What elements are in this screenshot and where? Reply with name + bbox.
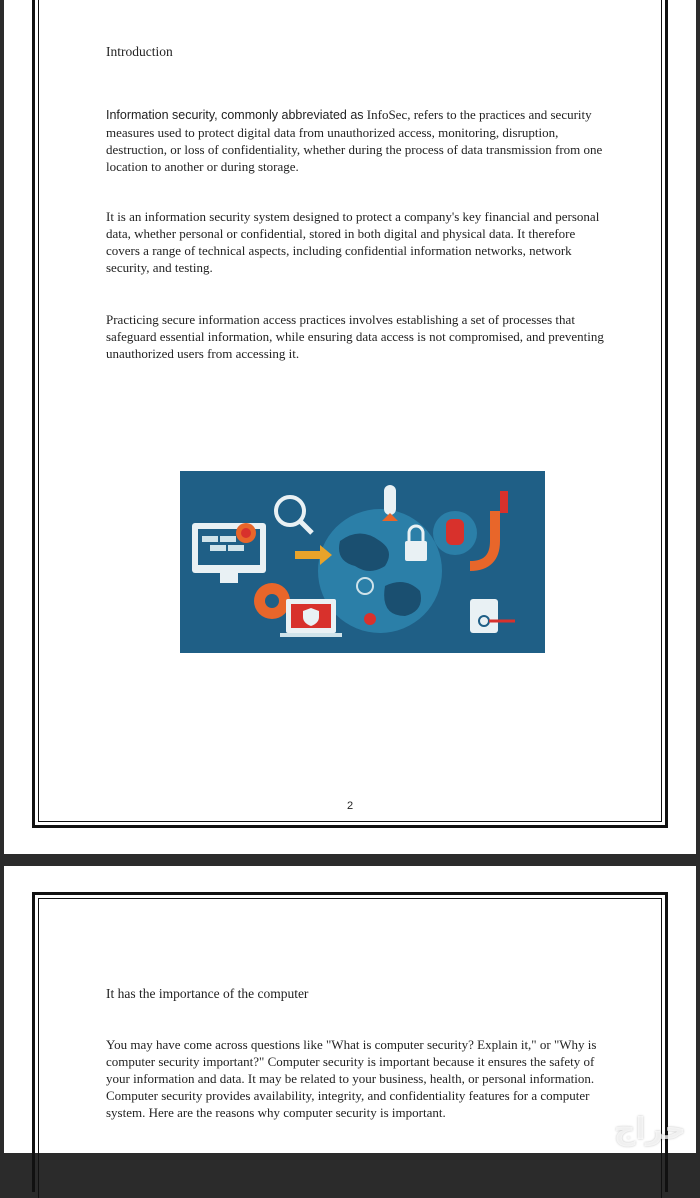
document-page-2 [4, 866, 696, 1153]
section-heading: It has the importance of the computer [106, 986, 309, 1001]
paragraph-1: You may have come across questions like "What is computer security? Explain it," or "Why is computer security important?" Computer security is important because it ensures the safety of your information and data. It may be related to your business, health, or personal information. Computer security provides availability, integrity, and confidentiality features for a computer system. Here are the reasons why computer security is important. [106, 1037, 597, 1120]
globe-icon [318, 509, 442, 633]
paragraph-1-rest: InfoSec, refers to the practices and security measures used to protect digital data from unauthorized access, monitoring, disruption, destruction, or loss of confidentiality, whether during the process of data transmission from one location to another or during storage. [106, 107, 603, 174]
gear-icon [254, 583, 290, 619]
target-icon [364, 613, 376, 625]
paragraph-3: Practicing secure information access practices involves establishing a set of processes that safeguard essential information, while ensuring data access is not compromised, and preventing unauthorized users from accessing it. [106, 312, 604, 361]
laptop-shield-icon [280, 599, 342, 637]
paragraph-2: It is an information security system designed to protect a company's key financial and personal data, whether personal or confidential, stored in both digital and physical data. It therefore covers a range of technical aspects, including confidential information networks, network security, and testing. [106, 209, 600, 275]
paragraph-1-lead: Information security, commonly abbreviated as [106, 108, 364, 122]
page-number: 2 [346, 800, 354, 812]
section-heading: Introduction [106, 44, 173, 59]
document-page-1 [4, 0, 696, 854]
watermark-logo: حراج [613, 1112, 686, 1147]
paragraph-1 [106, 106, 606, 175]
infosec-illustration [180, 471, 545, 653]
